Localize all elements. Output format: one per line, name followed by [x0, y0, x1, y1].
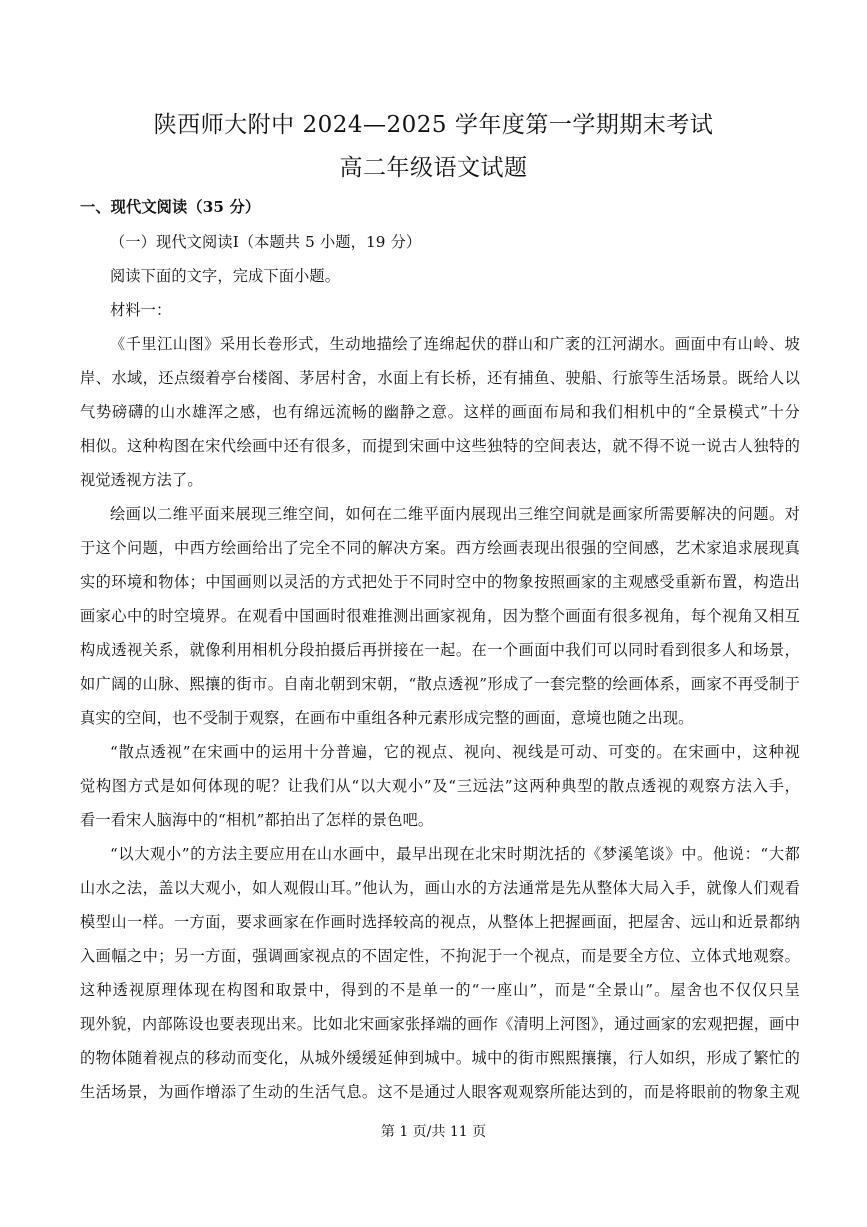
material-label: 材料一： [110, 301, 172, 319]
paragraph-line: 构成透视关系，就像利用相机分段拍摄后再拼接在一起。在一个画面中我们可以同时看到很多人和场景， [80, 641, 800, 659]
paragraph-line: 模型山一样。一方面，要求画家在作画时选择较高的视点，从整体上把握画面，把屋舍、远山和近景都纳 [80, 913, 800, 931]
paragraph-line: 《千里江山图》采用长卷形式，生动地描绘了连绵起伏的群山和广袤的江河湖水。画面中有山岭、坡 [110, 335, 800, 353]
exam-title: 陕西师大附中 2024—2025 学年度第一学期期末考试 [153, 112, 714, 138]
exam-subtitle: 高二年级语文试题 [339, 155, 528, 181]
paragraph-line: 相似。这种构图在宋代绘画中还有很多，而提到宋画中这些独特的空间表达，就不得不说一说古人独特的 [80, 437, 800, 455]
paragraph-line: “以大观小”的方法主要应用在山水画中，最早出现在北宋时期沈括的《梦溪笔谈》中。他说：“大都 [110, 845, 800, 863]
paragraph-line: 视觉透视方法了。 [80, 471, 203, 489]
paragraph-line: 生活场景，为画作增添了生动的生活气息。这不是通过人眼客观观察所能达到的，而是将眼前的物象主观 [80, 1083, 800, 1101]
paragraph-line: 于这个问题，中西方绘画给出了完全不同的解决方案。西方绘画表现出很强的空间感，艺术家追求展现真 [80, 539, 800, 557]
paragraph-line: 岸、水域，还点缀着亭台楼阁、茅居村舍，水面上有长桥，还有捕鱼、驶船、行旅等生活场景。既给人以 [80, 369, 800, 387]
paragraph-line: 如广阔的山脉、熙攘的街市。自南北朝到宋朝，“散点透视”形成了一套完整的绘画体系，画家不再受制于 [80, 675, 800, 693]
paragraph-line: 真实的空间，也不受制于观察，在画布中重组各种元素形成完整的画面，意境也随之出现。 [80, 709, 694, 727]
paragraph-line: 气势磅礴的山水雄浑之感，也有绵远流畅的幽静之意。这样的画面布局和我们相机中的“全景模式”十分 [80, 403, 800, 421]
sub-section-heading: （一）现代文阅读Ⅰ（本题共 5 小题，19 分） [110, 233, 422, 251]
paragraph-line: 看一看宋人脑海中的“相机”都拍出了怎样的景色吧。 [80, 811, 434, 829]
paragraph-line: 实的环境和物体；中国画则以灵活的方式把处于不同时空中的物象按照画家的主观感受重新布置，构造出 [80, 573, 800, 591]
page-number: 第 1 页/共 11 页 [380, 1124, 487, 1140]
paragraph-line: “散点透视”在宋画中的运用十分普遍，它的视点、视向、视线是可动、可变的。在宋画中，这种视 [110, 743, 800, 761]
paragraph-line: 的物体随着视点的移动而变化，从城外缓缓延伸到城中。城中的街市熙熙攘攘，行人如织，形成了繁忙的 [80, 1049, 800, 1067]
paragraph-line: 入画幅之中；另一方面，强调画家视点的不固定性，不拘泥于一个视点，而是要全方位、立体式地观察。 [80, 947, 800, 965]
paragraph-line: 现外貌，内部陈设也要表现出来。比如北宋画家张择端的画作《清明上河图》，通过画家的宏观把握，画中 [80, 1015, 800, 1033]
paragraph-line: 绘画以二维平面来展现三维空间，如何在二维平面内展现出三维空间就是画家所需要解决的问题。对 [110, 505, 800, 523]
section-heading: 一、现代文阅读（35 分） [80, 198, 261, 216]
paragraph-line: 山水之法，盖以大观小，如人观假山耳。”他认为，画山水的方法通常是先从整体大局入手，就像人们观看 [80, 879, 800, 897]
reading-instruction: 阅读下面的文字，完成下面小题。 [110, 267, 341, 285]
paragraph-line: 这种透视原理体现在构图和取景中，得到的不是单一的“一座山”，而是“全景山”。屋舍也不仅仅只呈 [80, 981, 800, 999]
paragraph-line: 觉构图方式是如何体现的呢？让我们从“以大观小”及“三远法”这两种典型的散点透视的观察方法入手， [80, 777, 800, 795]
paragraph-line: 画家心中的时空境界。在观看中国画时很难推测出画家视角，因为整个画面有很多视角，每个视角又相互 [80, 607, 800, 625]
